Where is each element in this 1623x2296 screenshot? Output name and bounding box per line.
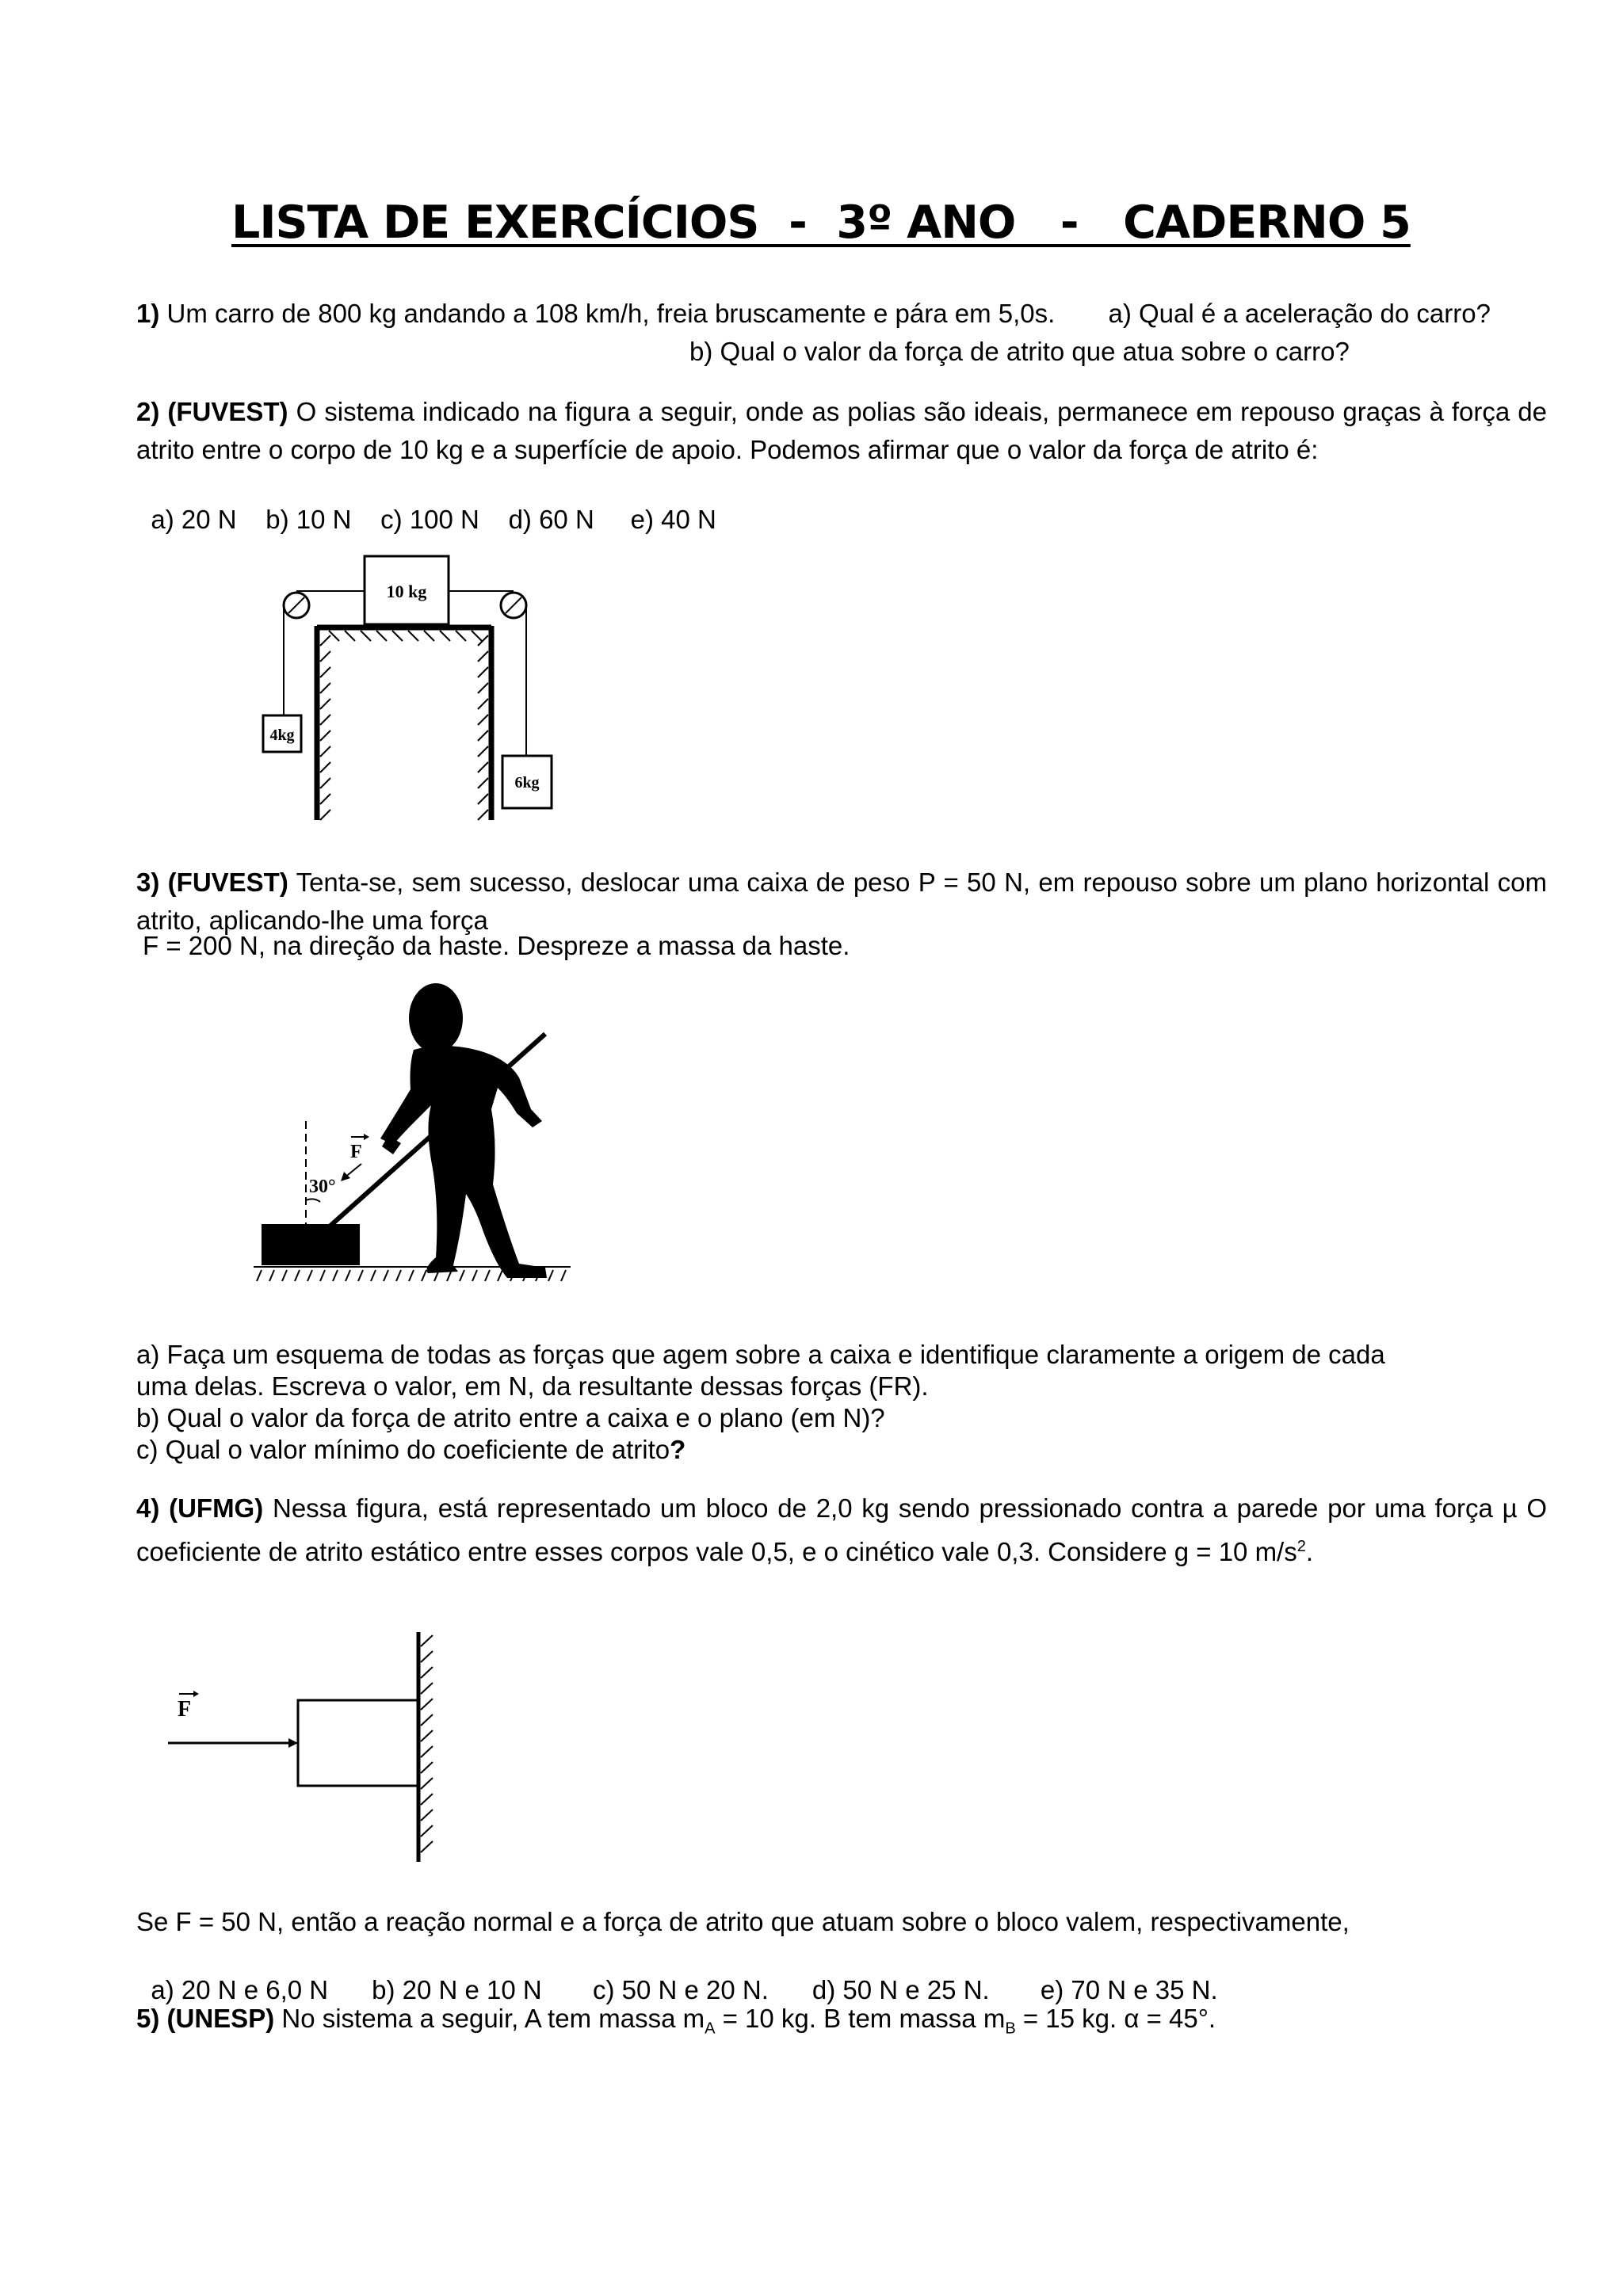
option: d) 60 N bbox=[508, 505, 594, 534]
box bbox=[262, 1224, 360, 1265]
question-text: Nessa figura, está representado um bloco de 2,0 kg sendo pressionado contra a parede por uma força µ O coeficiente de atrito estático entre esses corpos vale 0,5, e o cinético vale 0,3. Considere g = 10 m/s bbox=[136, 1493, 1548, 1566]
force-label: F bbox=[350, 1142, 362, 1162]
question-text: Tenta-se, sem sucesso, deslocar uma caixa de peso P = 50 N, em repouso sobre um plano horizontal com atrito, aplicando-lhe uma força bbox=[136, 868, 1547, 935]
option: d) 50 N e 25 N. bbox=[812, 1975, 990, 2004]
force-label: F bbox=[178, 1697, 192, 1722]
question-part-b: b) Qual o valor da força de atrito entre a caixa e o plano (em N)? bbox=[136, 1403, 885, 1432]
question-number: 2) bbox=[136, 397, 160, 426]
superscript: 2 bbox=[1296, 1538, 1306, 1555]
question-1 bbox=[136, 295, 1547, 333]
question-text: Um carro de 800 kg andando a 108 km/h, freia bruscamente e pára em 5,0s. bbox=[166, 299, 1056, 328]
question-source: (UNESP) bbox=[166, 2004, 275, 2033]
question-source: (FUVEST) bbox=[167, 868, 288, 897]
hatch-left bbox=[320, 635, 330, 820]
option: e) 40 N bbox=[630, 505, 716, 534]
option: a) 20 N e 6,0 N bbox=[151, 1975, 329, 2004]
block-wall-figure bbox=[166, 1632, 483, 1870]
option: c) 100 N bbox=[380, 505, 479, 534]
block-4kg-label: 4kg bbox=[269, 727, 295, 744]
question-number: 4) bbox=[136, 1493, 160, 1523]
option: c) 50 N e 20 N. bbox=[592, 1975, 769, 2004]
pulley-system-figure bbox=[254, 547, 571, 824]
option: e) 70 N e 35 N. bbox=[1040, 1975, 1218, 2004]
answer-options bbox=[136, 467, 716, 537]
question-text-2: F = 200 N, na direção da haste. Despreze a massa da haste. bbox=[143, 931, 850, 960]
angle-label: 30° bbox=[309, 1177, 336, 1197]
block-2kg bbox=[298, 1700, 418, 1786]
question-mark: ? bbox=[670, 1435, 686, 1464]
question-part-a: a) Qual é a aceleração do carro? bbox=[1108, 299, 1491, 328]
question-text: O sistema indicado na figura a seguir, onde as polias são ideais, permanece em repouso graças à força de atrito entre o corpo de 10 kg e a superfície de apoio. Podemos afirmar que o valor da força de atrito é: bbox=[136, 397, 1547, 464]
option: b) 20 N e 10 N bbox=[372, 1975, 542, 2004]
question-number: 3) bbox=[136, 868, 160, 897]
question-text: = 15 kg. α = 45°. bbox=[1015, 2004, 1216, 2033]
answer-options bbox=[136, 1938, 1218, 2008]
wall-hatch bbox=[421, 1635, 433, 1852]
question-source: (FUVEST) bbox=[167, 397, 288, 426]
subscript-a: A bbox=[705, 2019, 716, 2038]
question-part-c bbox=[136, 1432, 685, 1467]
question-part-b: b) Qual o valor da força de atrito que atua sobre o carro? bbox=[689, 337, 1350, 366]
man-pushing-box-figure bbox=[246, 971, 586, 1283]
block-10kg-label: 10 kg bbox=[386, 582, 427, 601]
period: . bbox=[1305, 1537, 1314, 1566]
question-part-c-text: c) Qual o valor mínimo do coeficiente de atrito bbox=[136, 1435, 670, 1464]
question-4 bbox=[136, 1489, 1547, 1571]
question-source: (UFMG) bbox=[169, 1493, 264, 1523]
question-part-a-cont: uma delas. Escreva o valor, em N, da resultante dessas forças (FR). bbox=[136, 1371, 929, 1401]
page-title: LISTA DE EXERCÍCIOS - 3º ANO - CADERNO 5 bbox=[231, 196, 1411, 249]
question-2 bbox=[136, 393, 1547, 469]
question-number: 5) bbox=[136, 2004, 160, 2033]
man-silhouette bbox=[380, 983, 547, 1278]
question-part-a: a) Faça um esquema de todas as forças que agem sobre a caixa e identifique claramente a origem de cada bbox=[136, 1340, 1385, 1369]
question-5 bbox=[136, 2001, 1216, 2046]
block-6kg-label: 6kg bbox=[514, 774, 540, 791]
question-text: No sistema a seguir, A tem massa m bbox=[281, 2004, 705, 2033]
question-text-2: Se F = 50 N, então a reação normal e a força de atrito que atuam sobre o bloco valem, respectivamente, bbox=[136, 1907, 1350, 1936]
question-text: = 10 kg. B tem massa m bbox=[715, 2004, 1006, 2033]
subscript-b: B bbox=[1005, 2019, 1016, 2038]
option: b) 10 N bbox=[265, 505, 352, 534]
option: a) 20 N bbox=[151, 505, 237, 534]
question-number: 1) bbox=[136, 299, 160, 328]
